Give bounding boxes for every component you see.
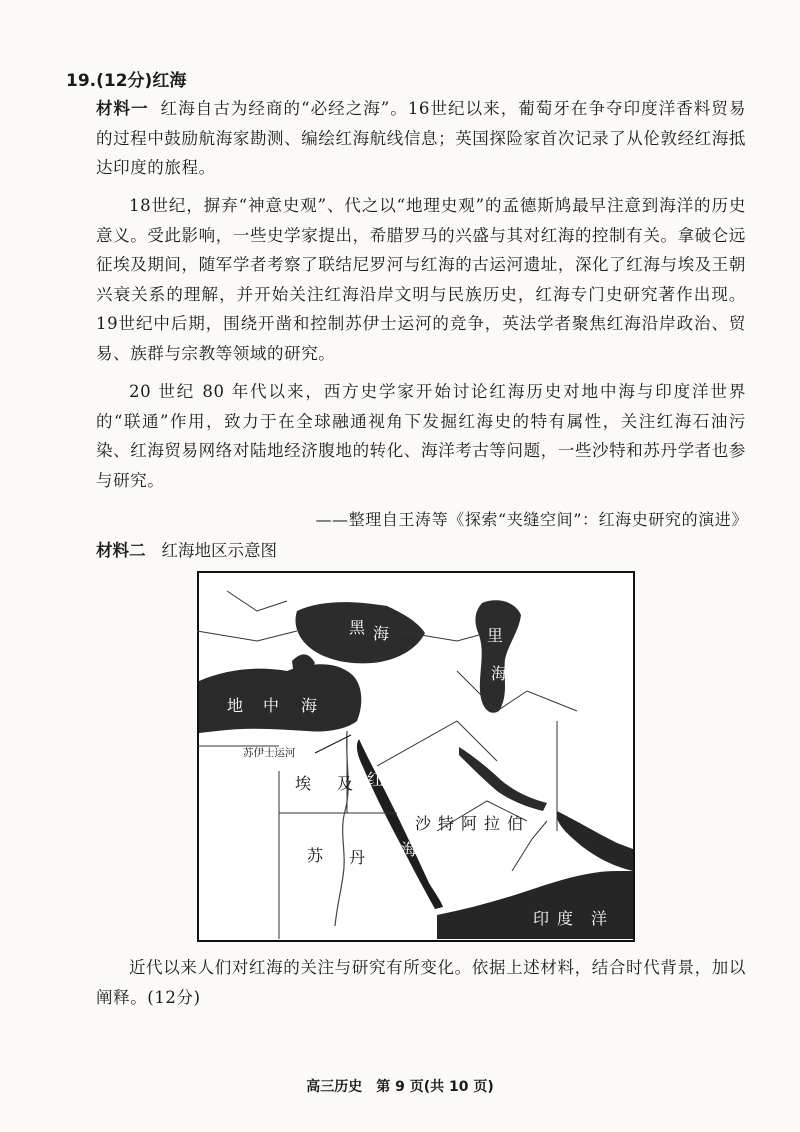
material1-label: 材料一 xyxy=(96,99,149,118)
label-red-sea-2: 海 xyxy=(401,840,418,859)
label-indian-3: 洋 xyxy=(591,909,608,928)
label-sudan-2: 丹 xyxy=(349,848,366,867)
question-title: 红海 xyxy=(152,71,187,91)
question-header xyxy=(66,66,186,91)
material1-source: ——整理自王涛等《探索“夹缝空间”：红海史研究的演进》 xyxy=(315,510,748,529)
label-sudan-1: 苏 xyxy=(307,846,324,865)
material1-paragraph-1 xyxy=(96,94,746,183)
question-number: 19. xyxy=(66,71,97,91)
label-indian-1: 印 xyxy=(533,909,550,928)
label-indian-2: 度 xyxy=(557,909,574,928)
page-footer: 高三历史 第 9 页(共 10 页) xyxy=(306,1079,494,1095)
label-black-sea-2: 海 xyxy=(373,624,390,643)
label-caspian-2: 海 xyxy=(491,664,508,683)
label-med-3: 海 xyxy=(301,696,318,715)
question-prompt: 近代以来人们对红海的关注与研究有所变化。依据上述材料，结合时代背景，加以阐释。(12分) xyxy=(96,958,746,1007)
material1-paragraph-2: 18世纪，摒弃“神意史观”、代之以“地理史观”的孟德斯鸠最早注意到海洋的历史意义。受此影响，一些史学家提出，希腊罗马的兴盛与其对红海的控制有关。拿破仑远征埃及期间，随军学者考察了联结尼罗河与红海的古运河遗址，深化了红海与埃及王朝兴衰关系的理解，并开始关注红海沿岸文明与民族历史，红海专门史研究著作出现。19世纪中后期，围绕开凿和控制苏伊士运河的竞争，英法学者聚焦红海沿岸政治、贸易、族群与宗教等领域的研究。 xyxy=(96,196,746,363)
label-red-sea-1: 红 xyxy=(367,770,384,789)
label-egypt-1: 埃 xyxy=(295,774,312,793)
label-egypt-2: 及 xyxy=(337,774,354,793)
label-med-1: 地 xyxy=(227,696,244,715)
mediterranean-shape xyxy=(199,664,361,733)
red-sea-map xyxy=(197,571,635,942)
material2-label: 材料二 xyxy=(96,541,146,560)
label-black-sea-1: 黑 xyxy=(349,618,366,637)
material1-paragraph-3: 20 世纪 80 年代以来，西方史学家开始讨论红海历史对地中海与印度洋世界的“联通”作用，致力于在全球融通视角下发掘红海史的特有属性，关注红海石油污染、红海贸易网络对陆地经济腹地的转化、海洋考古等问题，一些沙特和苏丹学者也参与研究。 xyxy=(96,382,746,490)
label-saudi-arabia: 沙特阿拉伯 xyxy=(415,814,531,833)
label-med-2: 中 xyxy=(263,696,280,715)
material2-heading xyxy=(96,537,277,561)
label-suez-canal: 苏伊士运河 xyxy=(243,747,296,759)
material1-text-1: 红海自古为经商的“必经之海”。16世纪以来，葡萄牙在争夺印度洋香料贸易的过程中鼓励航海家勘测、编绘红海航线信息；英国探险家首次记录了从伦敦经红海抵达印度的旅程。 xyxy=(96,99,746,177)
label-caspian-1: 里 xyxy=(487,626,504,645)
material2-caption: 红海地区示意图 xyxy=(161,541,277,560)
question-points: (12分) xyxy=(96,71,153,91)
